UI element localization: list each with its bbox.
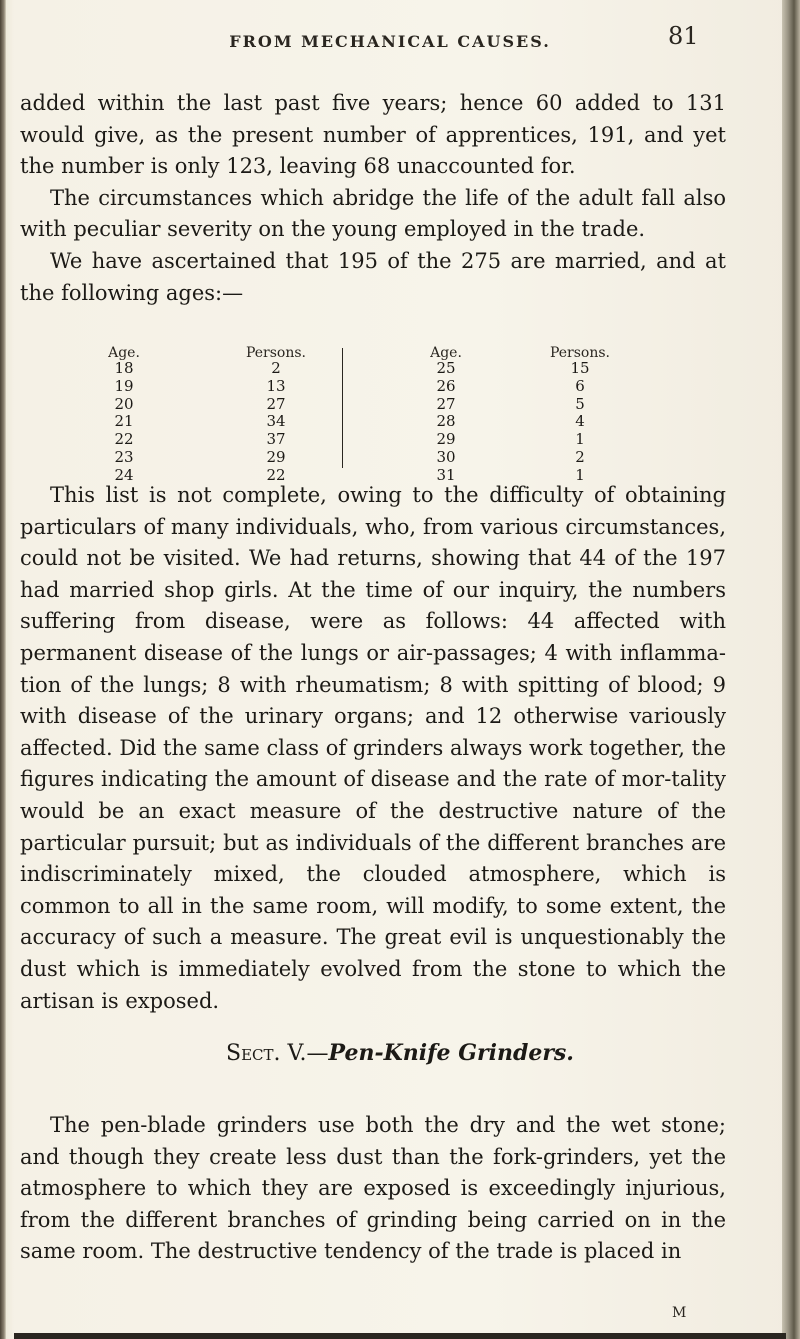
page-fore-edge xyxy=(782,0,800,1339)
table-cell: 24 xyxy=(114,465,134,484)
table-cell: 30 xyxy=(436,447,456,466)
section-number: Sect. V. xyxy=(226,1041,307,1066)
table-cell: 15 xyxy=(570,359,590,377)
page-bottom-edge xyxy=(14,1333,786,1339)
paragraph: We have ascertained that 195 of the 275 are married, and at the following ages:— xyxy=(20,248,726,305)
table-column-persons-left xyxy=(236,346,316,485)
table-cell: 27 xyxy=(436,394,456,413)
table-column-divider xyxy=(342,348,343,468)
column-header-persons: Persons. xyxy=(549,345,611,361)
table-cell: 19 xyxy=(114,376,134,395)
text-block-middle xyxy=(20,480,726,1017)
table-cell: 31 xyxy=(436,465,456,484)
paragraph: added within the last past five years; hence 60 added to 131 would give, as the present number of apprentices, 191, and yet the number is only 123, leaving 68 unaccounted for. xyxy=(20,91,726,179)
text-block-top xyxy=(20,88,726,309)
table-column-age-left xyxy=(94,346,154,485)
paragraph: The pen-blade grinders use both the dry and the wet stone; and though they create less dust than the fork-grinders, yet the atmosphere to which they are exposed is exceedingly injurious, from the different branches of grinding being carried on in the same room. The destructive tendency of the trade is placed in xyxy=(20,1113,726,1264)
table-cell: 28 xyxy=(436,412,456,431)
page-number: 81 xyxy=(668,22,699,50)
table-cell: 6 xyxy=(575,376,585,395)
table-cell: 22 xyxy=(266,465,286,484)
section-heading xyxy=(0,1040,800,1066)
column-header-age: Age. xyxy=(108,345,140,361)
paragraph: This list is not complete, owing to the difficulty of obtaining particulars of many individuals, who, from various circumstances, could not be visited. We had returns, showing that 44 of the 197 had married shop girls. At the time of our inquiry, the numbers suffering from disease, were as follows: 44 affected with permanent disease of the lungs or air-passages; 4 with inflamma-tion of the lungs; 8 with rheumatism; 8 with spitting of blood; 9 with disease of the urinary organs; and 12 otherwise variously affected. Did the same class of grinders always work together, the figures indicating the amount of disease and the rate of mor-tality would be an exact measure of the destructive nature of the particular pursuit; but as individuals of the different branches are indiscriminately mixed, the clouded atmosphere, which is common to all in the same room, will modify, to some extent, the accuracy of such a measure. The great evil is unquestionably the dust which is immediately evolved from the stone to which the artisan is exposed. xyxy=(20,483,726,1013)
table-cell: 2 xyxy=(271,359,281,377)
section-dash: — xyxy=(306,1041,329,1066)
page-binding-edge xyxy=(0,0,6,1339)
table-cell: 22 xyxy=(114,430,134,449)
table-cell: 27 xyxy=(266,394,286,413)
table-cell: 29 xyxy=(266,447,286,466)
table-cell: 26 xyxy=(436,376,456,395)
column-header-age: Age. xyxy=(430,345,462,361)
table-column-persons-right xyxy=(540,346,620,485)
marriage-age-table xyxy=(90,345,650,484)
table-cell: 1 xyxy=(575,430,585,449)
paragraph: The circumstances which abridge the life of the adult fall also with peculiar severity on the young employed in the trade. xyxy=(20,185,726,242)
table-cell: 18 xyxy=(114,359,134,377)
table-cell: 37 xyxy=(266,430,286,449)
text-block-bottom xyxy=(20,1110,726,1268)
table-cell: 1 xyxy=(575,465,585,484)
running-title: FROM MECHANICAL CAUSES. xyxy=(229,32,551,51)
table-column-age-right xyxy=(416,346,476,485)
table-cell: 21 xyxy=(114,412,134,431)
table-cell: 13 xyxy=(266,376,286,395)
signature-mark: M xyxy=(672,1305,687,1321)
table-cell: 2 xyxy=(575,447,585,466)
table-cell: 34 xyxy=(266,412,286,431)
section-title: Pen-Knife Grinders. xyxy=(328,1040,574,1066)
column-header-persons: Persons. xyxy=(245,345,307,361)
table-cell: 25 xyxy=(436,359,456,377)
table-cell: 5 xyxy=(575,394,585,413)
table-cell: 23 xyxy=(114,447,134,466)
page-header xyxy=(0,20,800,60)
table-cell: 4 xyxy=(575,412,585,431)
table-cell: 20 xyxy=(114,394,134,413)
table-cell: 29 xyxy=(436,430,456,449)
